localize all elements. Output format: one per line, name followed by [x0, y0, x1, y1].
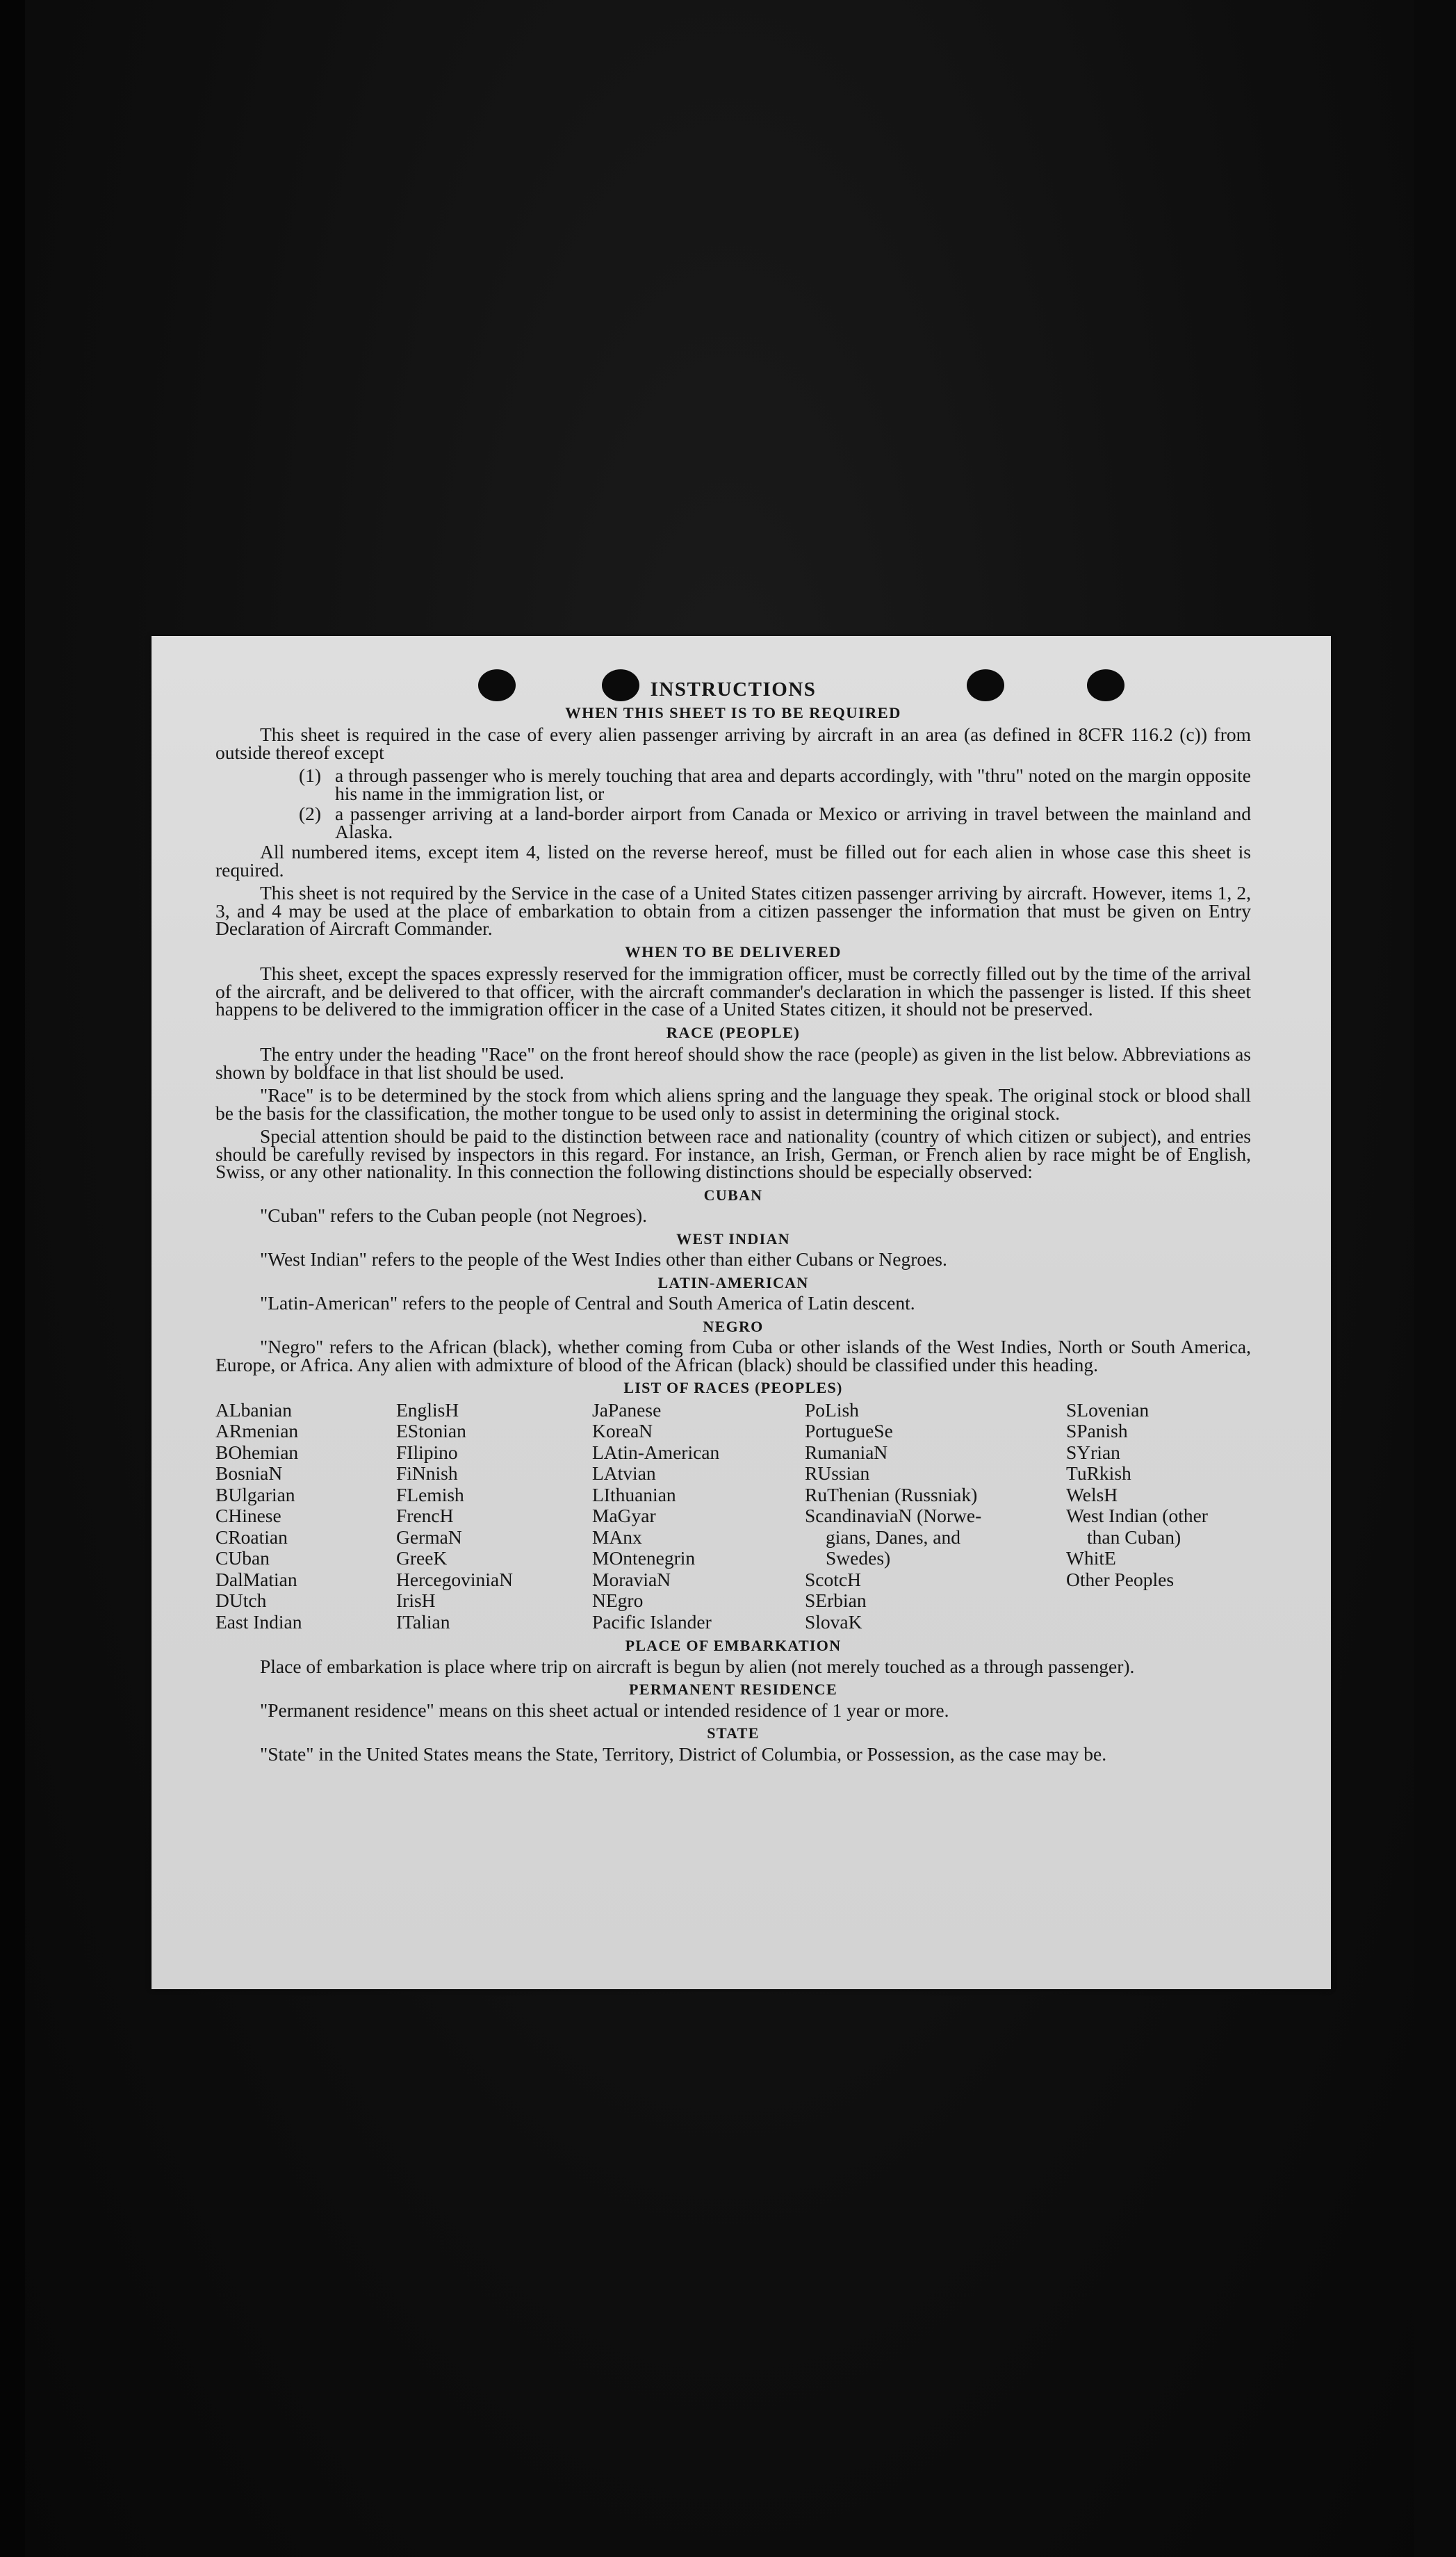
race-entry-continuation: gians, Danes, and	[826, 1526, 960, 1548]
document-body	[215, 678, 1251, 1768]
race-entry: HercegoviniaN	[396, 1568, 513, 1590]
race-entry: Pacific Islander	[592, 1610, 712, 1633]
race-entry: RumaniaN	[805, 1441, 888, 1463]
race-entry: ALbanian	[215, 1398, 292, 1421]
race-entry: SYrian	[1066, 1441, 1120, 1463]
race-entry: BOhemian	[215, 1441, 299, 1463]
race-entry: SlovaK	[805, 1610, 862, 1633]
race-entry: SPanish	[1066, 1420, 1128, 1441]
race-entry: GermaN	[396, 1526, 462, 1548]
race-entry: WhitE	[1066, 1547, 1116, 1569]
para-cuban: "Cuban" refers to the Cuban people (not Negroes).	[260, 1204, 648, 1226]
race-entry: FLemish	[396, 1483, 464, 1505]
race-entry: CHinese	[215, 1505, 281, 1526]
para-state: "State" in the United States means the State, Territory, District of Columbia, or Possession, as the case may be.	[260, 1742, 1107, 1765]
para-numbered-items: All numbered items, except item 4, listed on the reverse hereof, must be filled out for each alien in whose case this sheet is required.	[215, 841, 1251, 881]
race-entry: BUlgarian	[215, 1483, 295, 1505]
race-entry: EnglisH	[396, 1398, 459, 1421]
heading-state: STATE	[707, 1724, 760, 1742]
race-entry: EStonian	[396, 1420, 466, 1441]
race-entry-continuation: Swedes)	[826, 1547, 891, 1569]
race-entry: RUssian	[805, 1462, 870, 1484]
race-entry: MoraviaN	[592, 1568, 671, 1590]
race-entry: MaGyar	[592, 1505, 656, 1526]
heading-cuban: CUBAN	[703, 1186, 763, 1204]
race-entry: FiNnish	[396, 1462, 458, 1484]
heading-negro: NEGRO	[703, 1317, 764, 1335]
list-item	[215, 805, 1251, 840]
race-entry: West Indian (other	[1066, 1505, 1208, 1526]
race-entry: NEgro	[592, 1590, 644, 1611]
race-entry: RuThenian (Russniak)	[805, 1483, 978, 1505]
heading-when-delivered: WHEN TO BE DELIVERED	[625, 942, 842, 961]
race-entry: KoreaN	[592, 1420, 653, 1441]
film-edge-right	[1414, 0, 1456, 2557]
race-entry: ScotcH	[805, 1568, 861, 1590]
race-entry: LIthuanian	[592, 1483, 676, 1505]
list-text: a passenger arriving at a land-border airport from Canada or Mexico or arriving in travel between the mainland and Alaska.	[335, 803, 1251, 842]
race-entry: DalMatian	[215, 1568, 297, 1590]
race-entry: BosniaN	[215, 1462, 283, 1484]
race-entry: MOntenegrin	[592, 1547, 696, 1569]
para-not-required: This sheet is not required by the Service in the case of a United States citizen passenger arriving by aircraft. However, items 1, 2, 3, and 4 may be used at the place of embarkation to obtain from a citizen passenger the information that must be given on Entry Declaration of Aircraft Commander.	[215, 882, 1251, 939]
race-entry: East Indian	[215, 1610, 302, 1633]
heading-west-indian: WEST INDIAN	[676, 1230, 790, 1248]
race-entry: CUban	[215, 1547, 270, 1569]
race-entry: WelsH	[1066, 1483, 1118, 1505]
para-latin-american: "Latin-American" refers to the people of Central and South America of Latin descent.	[260, 1292, 915, 1314]
race-entry: SLovenian	[1066, 1398, 1150, 1421]
heading-permanent-residence: PERMANENT RESIDENCE	[629, 1681, 837, 1698]
instruction-sheet	[152, 636, 1331, 1989]
race-entry: FrencH	[396, 1505, 454, 1526]
race-column	[215, 1400, 396, 1633]
race-entry: FIlipino	[396, 1441, 458, 1463]
race-column	[1066, 1400, 1251, 1633]
race-column	[805, 1400, 1066, 1633]
race-entry: SErbian	[805, 1590, 867, 1611]
race-entry: CRoatian	[215, 1526, 288, 1548]
para-when-delivered: This sheet, except the spaces expressly reserved for the immigration officer, must be correctly filled out by the time of the arrival of the aircraft, and be delivered to that officer, with the aircraft commander's declaration in which the passenger is listed. If this sheet happens to be delivered to the immigration officer in the case of a United States citizen, it should not be preserved.	[215, 963, 1251, 1020]
list-number: (1)	[299, 765, 322, 786]
film-edge-left	[0, 0, 25, 2557]
heading-when-required: WHEN THIS SHEET IS TO BE REQUIRED	[565, 703, 901, 721]
para-place-of-embarkation: Place of embarkation is place where trip on aircraft is begun by alien (not merely touched as a through passenger).	[260, 1655, 1135, 1677]
para-race-1: The entry under the heading "Race" on the front hereof should show the race (people) as given in the list below. Abbreviations as shown by boldface in that list should be used.	[215, 1043, 1251, 1083]
race-column	[592, 1400, 805, 1633]
heading-list-of-races: LIST OF RACES (PEOPLES)	[623, 1379, 843, 1396]
race-entry: TuRkish	[1066, 1462, 1131, 1484]
heading-place-of-embarkation: PLACE OF EMBARKATION	[625, 1637, 842, 1654]
race-entry: LAtvian	[592, 1462, 656, 1484]
para-west-indian: "West Indian" refers to the people of the West Indies other than either Cubans or Negroes.	[260, 1248, 947, 1270]
race-entry: ITalian	[396, 1610, 450, 1633]
para-negro: "Negro" refers to the African (black), whether coming from Cuba or other islands of the West Indies, North or South America, Europe, or Africa. Any alien with admixture of blood of the African (black) should be classified under this heading.	[215, 1336, 1251, 1375]
race-list	[215, 1400, 1251, 1633]
race-entry: IrisH	[396, 1590, 436, 1611]
race-entry: PortugueSe	[805, 1420, 893, 1441]
race-entry: ARmenian	[215, 1420, 299, 1441]
para-race-3: Special attention should be paid to the distinction between race and nationality (country of which citizen or subject), and entries should be carefully revised by inspectors in this regard. For instance, an Irish, German, or French alien by race might be of English, Swiss, or any other nationality. In this connection the following distinctions should be especially observed:	[215, 1125, 1251, 1182]
race-column	[396, 1400, 592, 1633]
race-entry: ScandinaviaN (Norwe-	[805, 1505, 982, 1526]
para-when-required-intro: This sheet is required in the case of every alien passenger arriving by aircraft in an area (as defined in 8CFR 116.2 (c)) from outside thereof except	[215, 724, 1251, 763]
race-entry-continuation: than Cuban)	[1087, 1526, 1181, 1548]
heading-latin-american: LATIN-AMERICAN	[657, 1273, 809, 1291]
para-race-2: "Race" is to be determined by the stock from which aliens spring and the language they speak. The original stock or blood shall be the basis for the classification, the mother tongue to be used only to assist in determining the original stock.	[215, 1084, 1251, 1124]
list-text: a through passenger who is merely touching that area and departs accordingly, with "thru" noted on the margin opposite his name in the immigration list, or	[335, 765, 1251, 804]
race-entry: JaPanese	[592, 1398, 662, 1421]
race-entry: LAtin-American	[592, 1441, 720, 1463]
race-entry: DUtch	[215, 1590, 267, 1611]
heading-race: RACE (PEOPLE)	[666, 1023, 801, 1041]
race-entry: Other Peoples	[1066, 1568, 1175, 1590]
list-number: (2)	[299, 803, 322, 824]
race-entry: GreeK	[396, 1547, 448, 1569]
race-entry: PoLish	[805, 1398, 859, 1421]
para-permanent-residence: "Permanent residence" means on this sheet actual or intended residence of 1 year or more.	[260, 1699, 949, 1721]
race-entry: MAnx	[592, 1526, 642, 1548]
document-title: INSTRUCTIONS	[650, 678, 817, 701]
list-item	[215, 767, 1251, 802]
